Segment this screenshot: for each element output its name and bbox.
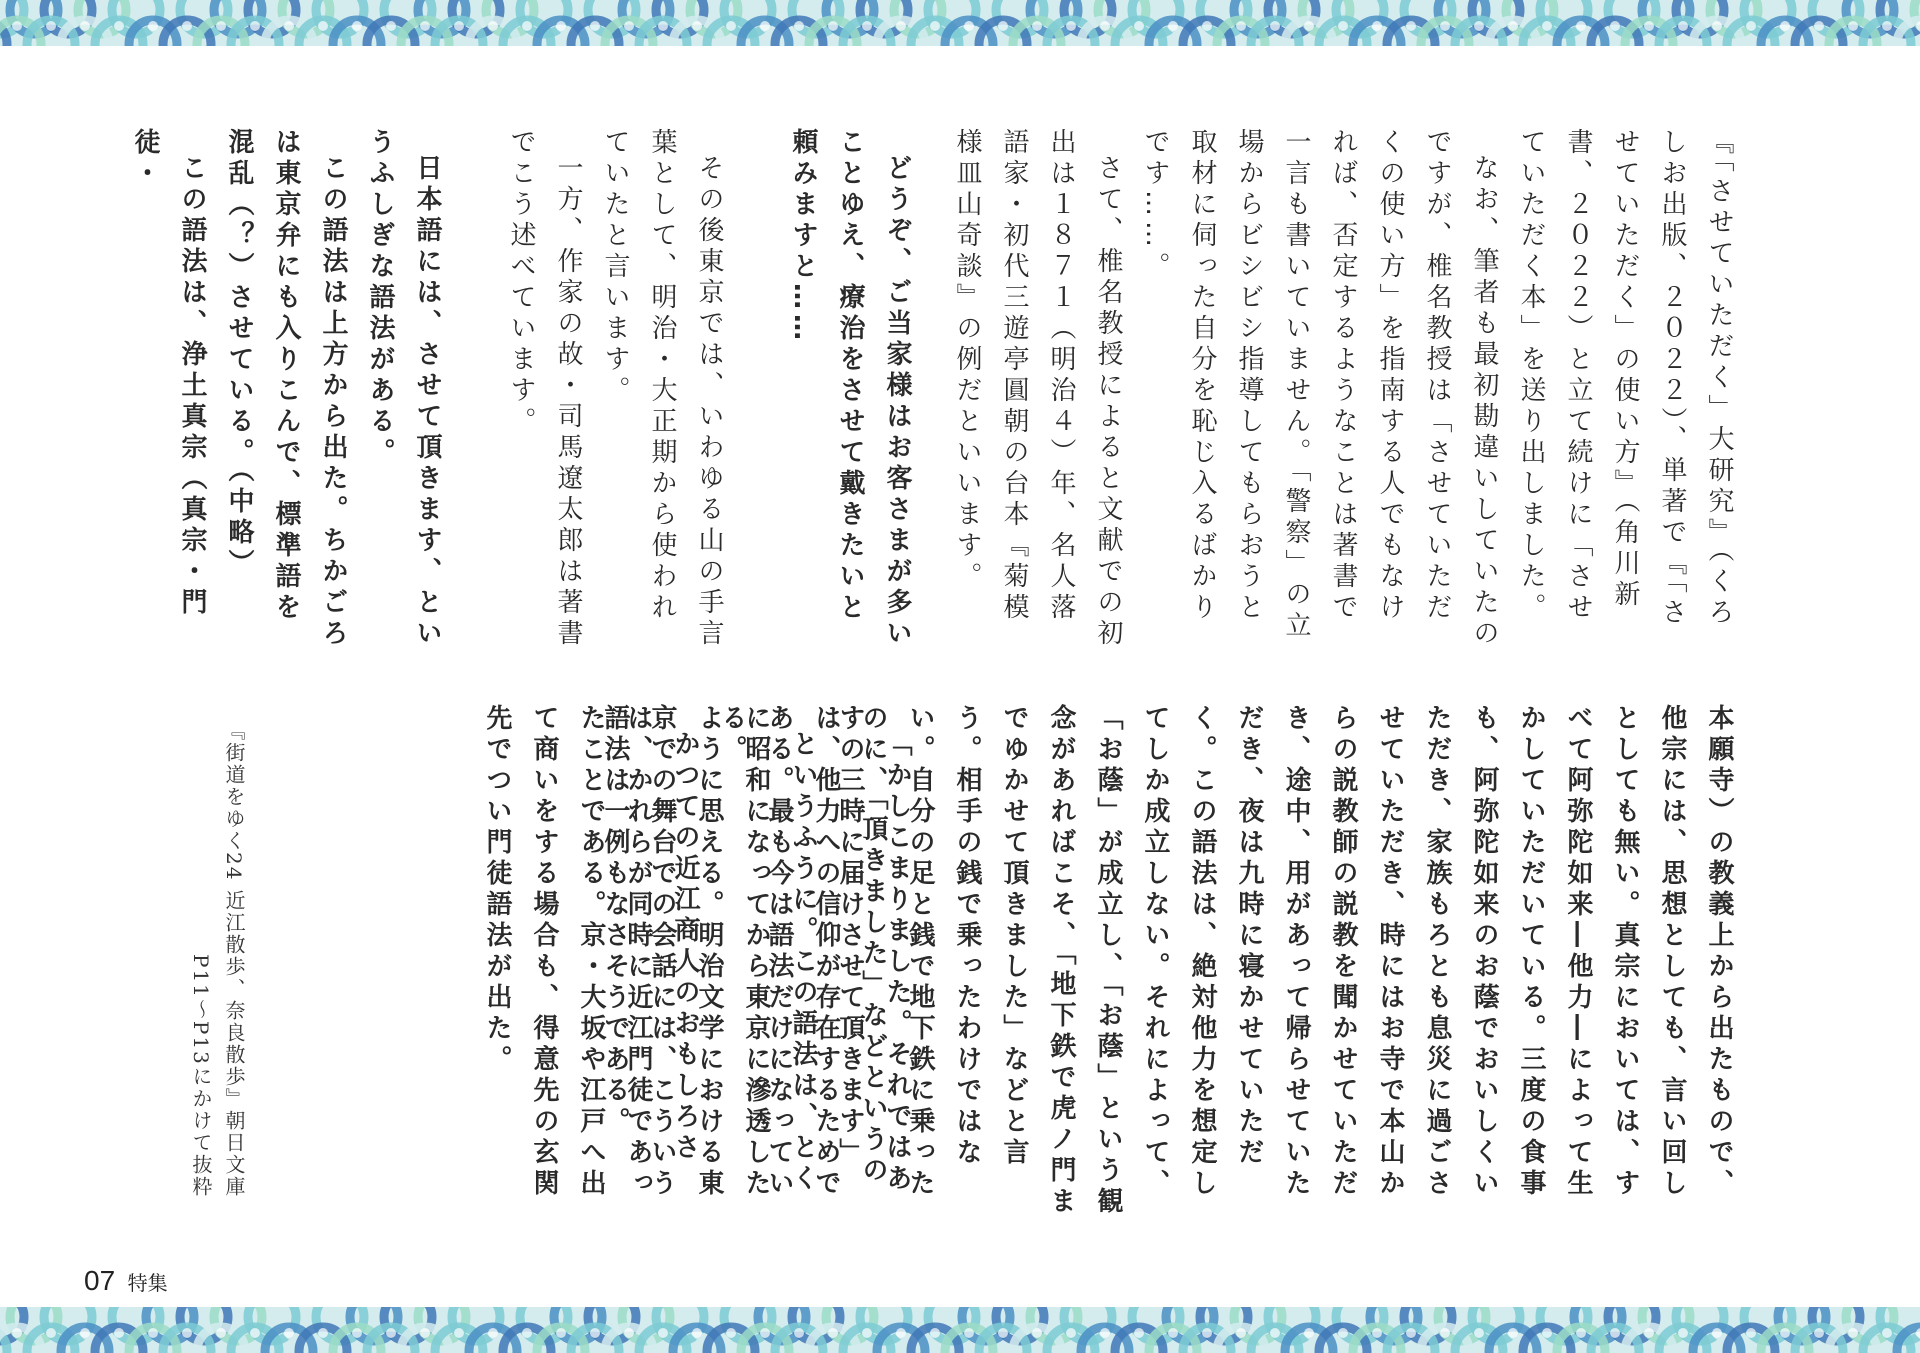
- band-dot: [386, 21, 396, 31]
- band-dot: [1100, 1328, 1110, 1338]
- paragraph: なお、筆者も最初勘違いしていたのですが、椎名教授は「させていただくの使い方」を指南する人でもなければ、否定するようなことは著書で一言も書いていません。「警察」の立場からビシビシ指導してもらおうと取材に伺った自分を恥じ入るばかりです……。: [1140, 128, 1499, 650]
- band-dot: [284, 21, 294, 31]
- band-dot: [488, 1328, 498, 1338]
- paragraph-spacer: [450, 128, 497, 653]
- paragraph: 「かしこまりました。それではあすの三時に届けさせて頂きます」: [835, 704, 912, 1195]
- band-dot: [1100, 21, 1110, 31]
- band-dot: [930, 1328, 940, 1338]
- band-dot: [1848, 21, 1858, 31]
- band-dot: [1542, 1328, 1552, 1338]
- band-dot: [216, 21, 226, 31]
- band-dot: [1168, 1328, 1178, 1338]
- paragraph: さて、椎名教授によると文献での初出は１８７１（明治４）年、名人落語家・初代三遊亭圓朝の台本『菊模様皿山奇談』の例だといいます。: [952, 128, 1123, 650]
- circle-pattern: [0, 0, 1920, 46]
- band-dot: [1712, 21, 1722, 31]
- band-dot: [114, 21, 124, 31]
- quotation-shiba: この語法は上方から出た。ちかごろは東京弁にも入りこんで、標準語を混乱（？）させている。（中略）: [224, 128, 348, 650]
- band-dot: [1134, 21, 1144, 31]
- band-dot: [1712, 1328, 1722, 1338]
- band-dot: [1304, 21, 1314, 31]
- body-text-block-lower-left: [591, 704, 920, 1224]
- source-pages: P11～P13にかけて抜粋: [189, 954, 213, 1198]
- band-dot: [998, 1328, 1008, 1338]
- page-footer: [84, 1265, 168, 1297]
- band-dot: [1270, 21, 1280, 31]
- band-dot: [420, 21, 430, 31]
- band-dot: [964, 21, 974, 31]
- band-dot: [454, 21, 464, 31]
- page-number: 07: [84, 1265, 116, 1296]
- band-dot: [1644, 21, 1654, 31]
- top-decorative-band: [0, 0, 1920, 46]
- band-dot: [1270, 1328, 1280, 1338]
- band-dot: [862, 1328, 872, 1338]
- band-dot: [114, 1328, 124, 1338]
- source-title: 『街道をゆく24 近江散歩、奈良散歩』朝日文庫: [222, 720, 246, 1198]
- section-label: 特集: [127, 1273, 168, 1295]
- band-dot: [624, 1328, 634, 1338]
- band-dot: [1746, 1328, 1756, 1338]
- band-dot: [1202, 21, 1212, 31]
- band-dot: [1032, 1328, 1042, 1338]
- band-dot: [1814, 21, 1824, 31]
- band-dot: [1678, 21, 1688, 31]
- band-dot: [488, 21, 498, 31]
- band-dot: [658, 21, 668, 31]
- band-dot: [1202, 1328, 1212, 1338]
- band-dot: [1372, 21, 1382, 31]
- band-dot: [1066, 1328, 1076, 1338]
- band-dot: [828, 1328, 838, 1338]
- band-dot: [590, 21, 600, 31]
- band-dot: [46, 1328, 56, 1338]
- quotation-shiba: 日本語には、させて頂きます、というふしぎな語法がある。: [365, 128, 442, 650]
- band-dot: [1168, 21, 1178, 31]
- band-dot: [284, 1328, 294, 1338]
- band-dot: [1780, 1328, 1790, 1338]
- band-dot: [182, 21, 192, 31]
- band-dot: [794, 1328, 804, 1338]
- band-dot: [1066, 21, 1076, 31]
- band-dot: [1338, 21, 1348, 31]
- band-dot: [420, 1328, 430, 1338]
- paragraph: その後東京では、いわゆる山の手言葉として、明治・大正期から使われていたと言います。: [600, 128, 724, 650]
- band-dot: [1882, 1328, 1892, 1338]
- band-dot: [692, 21, 702, 31]
- band-dot: [454, 1328, 464, 1338]
- paragraph: 本願寺）の教義上から出たもので、他宗には、思想としても、言い回しとしても無い。真宗においては、すべて阿弥陀如来―他力―によって生かしていただいている。三度の食事も、阿弥陀如来のお蔭でおいしくいただき、家族もろとも息災に過ごさせていただき、時にはお寺で本山からの説教師の説教を聞かせていただき、途中、用があって帰らせていただき、夜は九時に寝かせていただく。この語法は、絶対他力を想定してしか成立しない。それによって、「お蔭」が成立し、「お蔭」という観念があればこそ、「地下鉄で虎ノ門までゆかせて頂きました」などと言う。相手の銭で乗ったわけではない。自分の足と銭で地下鉄に乗ったのに、「頂きました」などというのは、他力への信仰が存在するためである。最も今は語法だけになっている。: [717, 704, 1734, 1218]
- band-dot: [1644, 1328, 1654, 1338]
- band-dot: [1678, 1328, 1688, 1338]
- band-dot: [386, 1328, 396, 1338]
- band-dot: [1338, 1328, 1348, 1338]
- paragraph-spacer: [732, 128, 779, 653]
- paragraph: 一方、作家の故・司馬遼太郎は著書でこう述べています。: [506, 128, 583, 650]
- band-dot: [1304, 1328, 1314, 1338]
- band-dot: [1236, 1328, 1246, 1338]
- body-text-block-upper-left: [121, 128, 920, 653]
- band-dot: [46, 21, 56, 31]
- paragraph: というふうに。この語法は、とくに昭和になってから東京に滲透したように思える。明治文学における東京での舞台での会話には、こういう語法は一例もなさそうである。: [600, 704, 818, 1200]
- band-dot: [1406, 21, 1416, 31]
- quotation-shiba: この語法は、浄土真宗（真宗・門徒・: [130, 128, 207, 619]
- band-dot: [80, 21, 90, 31]
- bottom-decorative-band: [0, 1307, 1920, 1353]
- band-dot: [1610, 1328, 1620, 1338]
- band-dot: [1576, 1328, 1586, 1338]
- band-dot: [12, 1328, 22, 1338]
- band-dot: [1372, 1328, 1382, 1338]
- band-dot: [1406, 1328, 1416, 1338]
- band-dot: [1508, 21, 1518, 31]
- band-dot: [624, 21, 634, 31]
- band-dot: [352, 21, 362, 31]
- band-dot: [1474, 1328, 1484, 1338]
- band-dot: [12, 21, 22, 31]
- band-dot: [1440, 21, 1450, 31]
- band-dot: [556, 21, 566, 31]
- band-dot: [250, 21, 260, 31]
- band-dot: [692, 1328, 702, 1338]
- band-dot: [828, 21, 838, 31]
- band-dot: [148, 1328, 158, 1338]
- band-dot: [80, 1328, 90, 1338]
- band-dot: [1780, 21, 1790, 31]
- band-dot: [1542, 21, 1552, 31]
- paragraph: かつての近江商人のおもしろさは、かれらが同時に近江門徒であったことである。京・大坂や江戸へ出て商いをする場合も、得意先の玄関先でつい門徒語法が出た。: [482, 704, 700, 1200]
- band-dot: [794, 21, 804, 31]
- band-dot: [1882, 21, 1892, 31]
- paragraph: 『「させていただく」大研究』（くろしお出版、２０２２）、単著で『「させていただく」の使い方』（角川新書、２０２２）と立て続けに「させていただく本」を送り出しました。: [1516, 128, 1734, 629]
- band-dot: [522, 1328, 532, 1338]
- band-dot: [250, 1328, 260, 1338]
- band-dot: [1610, 21, 1620, 31]
- band-dot: [556, 1328, 566, 1338]
- band-dot: [896, 1328, 906, 1338]
- band-dot: [726, 1328, 736, 1338]
- circle-pattern: [0, 1307, 1920, 1353]
- band-dot: [862, 21, 872, 31]
- band-dot: [896, 21, 906, 31]
- band-dot: [1848, 1328, 1858, 1338]
- band-dot: [182, 1328, 192, 1338]
- band-dot: [216, 1328, 226, 1338]
- band-dot: [522, 21, 532, 31]
- band-dot: [318, 1328, 328, 1338]
- band-dot: [930, 21, 940, 31]
- band-dot: [726, 21, 736, 31]
- band-dot: [1508, 1328, 1518, 1338]
- band-dot: [1474, 21, 1484, 31]
- source-citation: [184, 720, 250, 1198]
- band-dot: [964, 1328, 974, 1338]
- band-dot: [590, 1328, 600, 1338]
- band-dot: [1032, 21, 1042, 31]
- band-dot: [1236, 21, 1246, 31]
- band-dot: [1576, 21, 1586, 31]
- band-dot: [998, 21, 1008, 31]
- band-dot: [318, 21, 328, 31]
- band-dot: [760, 21, 770, 31]
- band-dot: [1746, 21, 1756, 31]
- band-dot: [1134, 1328, 1144, 1338]
- band-dot: [760, 1328, 770, 1338]
- band-dot: [352, 1328, 362, 1338]
- band-dot: [148, 21, 158, 31]
- band-dot: [658, 1328, 668, 1338]
- body-text-block-upper-right: [943, 128, 1742, 653]
- band-dot: [1440, 1328, 1450, 1338]
- band-dot: [1814, 1328, 1824, 1338]
- quotation-enryo: どうぞ、ご当家様はお客さまが多いことゆえ、療治をさせて戴きたいと頼みますと……: [788, 128, 912, 650]
